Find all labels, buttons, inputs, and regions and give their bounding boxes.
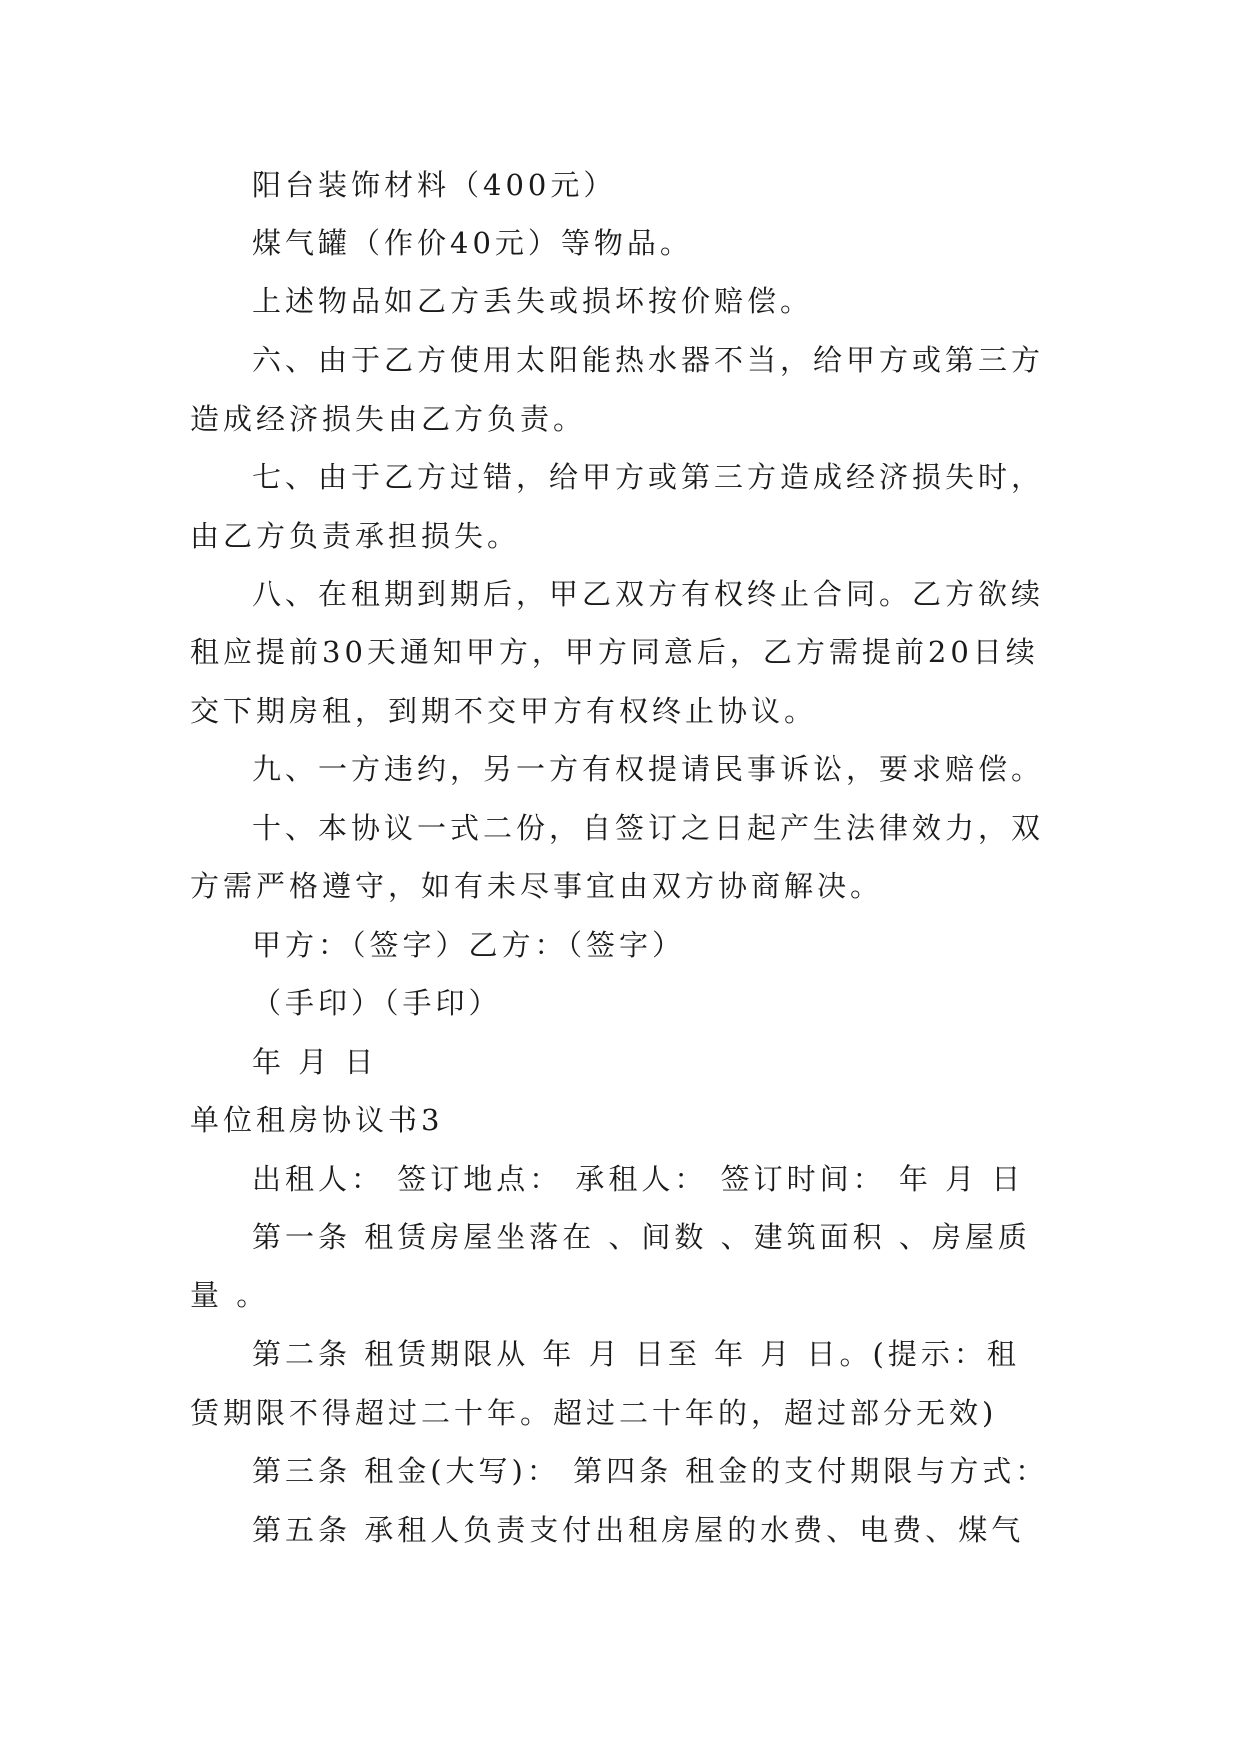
text-line: 量 。	[190, 1278, 270, 1312]
text-line: 十、本协议一式二份，自签订之日起产生法律效力，双	[252, 811, 1045, 845]
text-line: 第一条 租赁房屋坐落在 、间数 、建筑面积 、房屋质	[252, 1220, 1031, 1254]
text-line: 第二条 租赁期限从 年 月 日至 年 月 日。(提示：租	[252, 1337, 1020, 1371]
text-line: 造成经济损失由乙方负责。	[190, 402, 587, 436]
text-line: 第五条 承租人负责支付出租房屋的水费、电费、煤气	[252, 1513, 1025, 1547]
text-line: 九、一方违约，另一方有权提请民事诉讼，要求赔偿。	[252, 752, 1045, 786]
text-line: 方需严格遵守，如有未尽事宜由双方协商解决。	[190, 869, 884, 903]
text-line: 上述物品如乙方丢失或损坏按价赔偿。	[252, 284, 814, 318]
signature-line: 甲方：（签字）乙方：（签字）	[252, 928, 686, 962]
text-line: 第三条 租金(大写)： 第四条 租金的支付期限与方式：	[252, 1454, 1049, 1488]
fingerprint-line: （手印）（手印）	[252, 986, 502, 1020]
text-line: 租应提前30天通知甲方，甲方同意后，乙方需提前20日续	[190, 635, 1039, 669]
text-line: 八、在租期到期后，甲乙双方有权终止合同。乙方欲续	[252, 577, 1045, 611]
text-line: 由乙方负责承担损失。	[190, 519, 521, 553]
text-line: 六、由于乙方使用太阳能热水器不当，给甲方或第三方	[252, 343, 1045, 377]
text-line: 出租人： 签订地点： 承租人： 签订时间： 年 月 日	[252, 1162, 1025, 1196]
text-line: 阳台装饰材料（400元）	[252, 168, 617, 202]
text-line: 煤气罐（作价40元）等物品。	[252, 226, 693, 260]
text-line: 七、由于乙方过错，给甲方或第三方造成经济损失时，	[252, 460, 1045, 494]
text-line: 交下期房租，到期不交甲方有权终止协议。	[190, 694, 818, 728]
text-line: 赁期限不得超过二十年。超过二十年的，超过部分无效)	[190, 1396, 998, 1430]
date-line: 年 月 日	[252, 1045, 378, 1079]
section-heading: 单位租房协议书3	[190, 1103, 444, 1137]
